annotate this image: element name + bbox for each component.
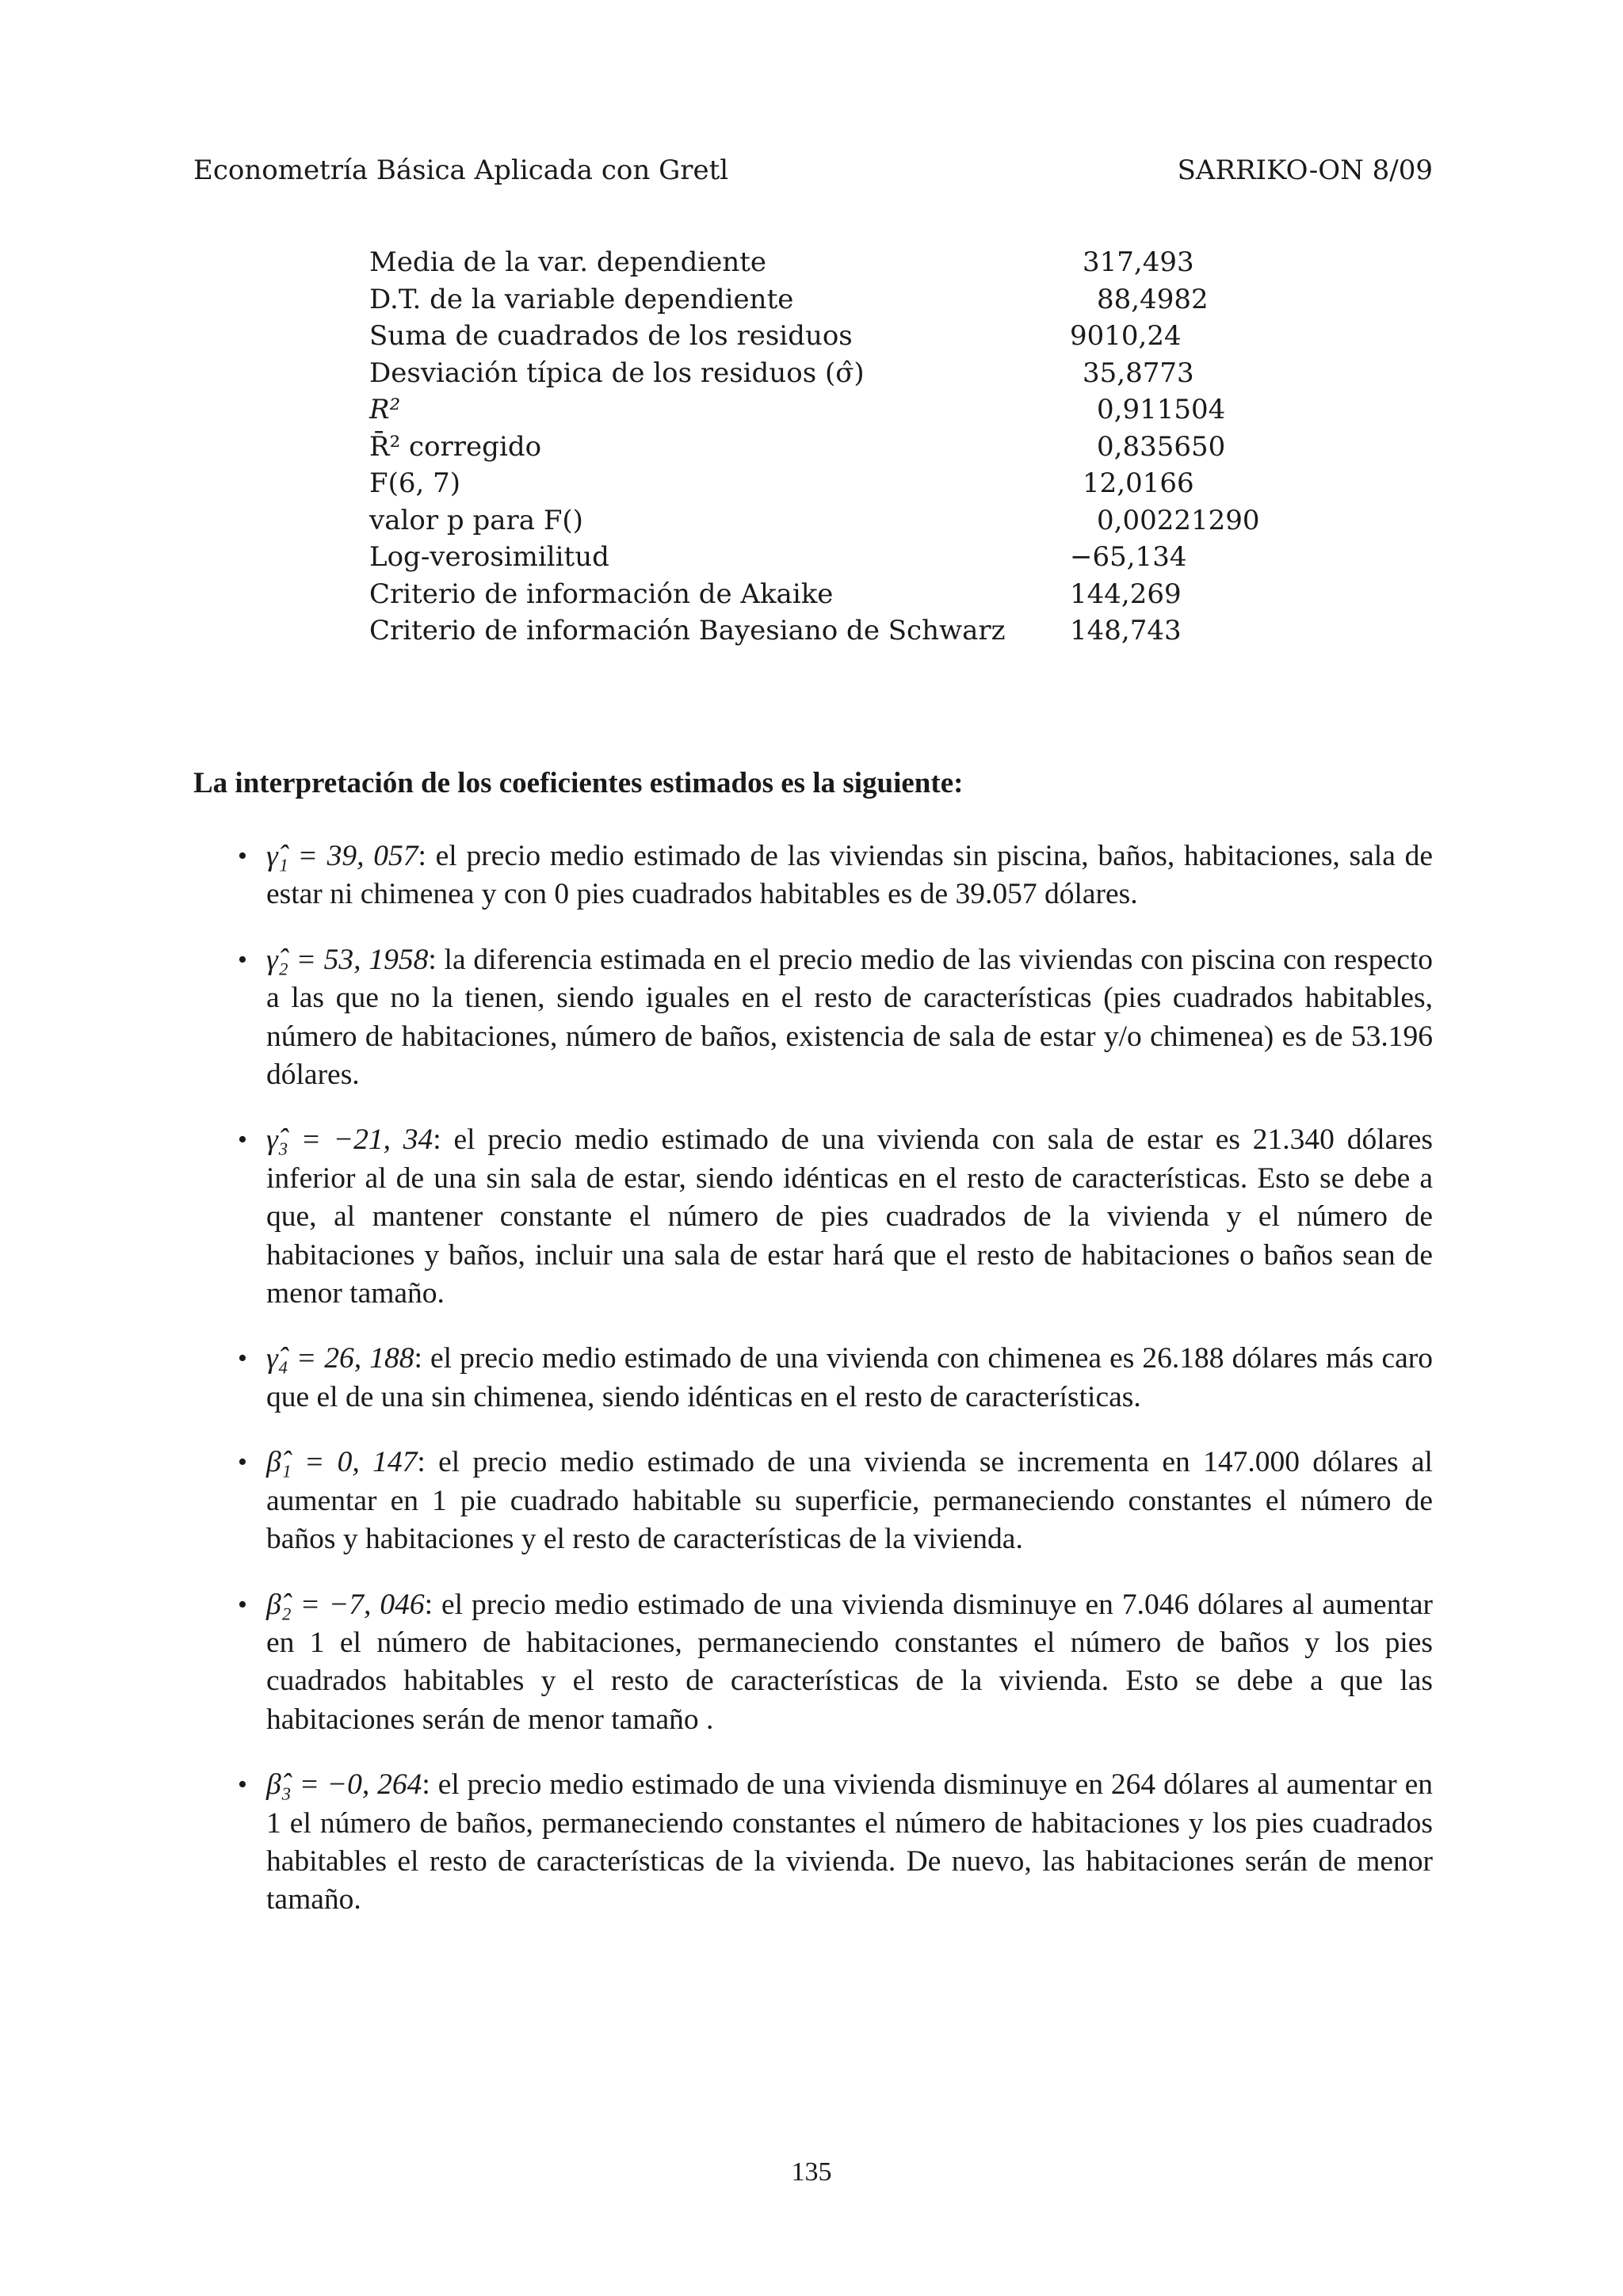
bullet-icon: • [238,1770,247,1800]
coefficient-text: : el precio medio estimado de una vivienda disminuye en 7.046 dólares al aumentar en 1 el número de habitaciones, permaneciendo constantes el número de baños y los pies cuadrados habitables y el resto de características de la vivienda. Esto se debe a que las habitaciones serán de menor tamaño . [266,1588,1433,1736]
bullet-icon: • [238,1125,247,1155]
stat-row [369,612,1273,650]
bullet-icon: • [238,1344,247,1374]
coefficient-math: γ̂₁ = 39, 057 [266,840,418,872]
stat-row [369,429,1273,466]
stat-label: R² [369,394,401,425]
header-title: Econometría Básica Aplicada con Gretl [193,154,729,186]
running-header [193,153,1433,188]
stat-row [369,502,1273,540]
stat-value: 35,8773 [1083,357,1194,389]
stat-row [369,355,1273,392]
list-item [193,1766,1433,1920]
stat-label: R̄² corregido [369,430,542,463]
stat-row [369,539,1273,576]
regression-statistics [369,244,1273,650]
coefficient-text: : el precio medio estimado de una vivienda con sala de estar es 21.340 dólares inferior al de una sin sala de estar, siendo idénticas en el resto de características. Esto se debe a que, al mantener constante el número de pies cuadrados de la vivienda y el número de habitaciones y baños, incluir una sala de estar hará que el resto de habitaciones o baños sean de menor tamaño. [266,1123,1433,1310]
stat-row [369,465,1273,502]
list-item [193,837,1433,914]
stat-value: 0,00221290 [1097,504,1260,536]
stat-label: Desviación típica de los residuos (σ̂) [369,357,865,389]
stat-label: Criterio de información de Akaike [369,578,834,610]
section-heading: La interpretación de los coeficientes estimados es la siguiente: [193,767,964,799]
stat-label: Media de la var. dependiente [369,246,767,278]
coefficient-math: γ̂₄ = 26, 188 [266,1342,414,1375]
stat-value: 317,493 [1083,246,1194,278]
stat-label: Suma de cuadrados de los residuos [369,320,853,352]
coefficient-text: : el precio medio estimado de las viviendas sin piscina, baños, habitaciones, sala de estar ni chimenea y con 0 pies cuadrados habitables es de 39.057 dólares. [266,840,1433,911]
list-item [193,941,1433,1095]
stat-value: 0,911504 [1097,394,1226,425]
stat-label: Log-verosimilitud [369,541,609,573]
list-item [193,1121,1433,1313]
bullet-icon: • [238,944,247,974]
stat-row [369,576,1273,613]
coefficient-interpretation-list [193,837,1433,1947]
list-item [193,1444,1433,1558]
coefficient-text: : el precio medio estimado de una vivienda se incrementa en 147.000 dólares al aumentar en 1 pie cuadrado habitable su superficie, permaneciendo constantes el número de baños y habitaciones y el resto de características de la vivienda. [266,1446,1433,1556]
page-number: 135 [791,2157,832,2187]
coefficient-math: β̂₁ = 0, 147 [266,1446,418,1479]
stat-row [369,281,1273,318]
coefficient-math: β̂₂ = −7, 046 [266,1588,425,1621]
stat-label: F(6, 7) [369,467,460,499]
stat-value: 88,4982 [1097,283,1209,315]
header-series: SARRIKO-ON 8/09 [1177,154,1433,186]
stat-row [369,391,1273,429]
stat-row [369,244,1273,281]
stat-value: −65,134 [1070,541,1187,573]
bullet-icon: • [238,1447,247,1478]
coefficient-text: : el precio medio estimado de una vivienda con chimenea es 26.188 dólares más caro que el de una sin chimenea, siendo idénticas en el resto de características. [266,1342,1433,1413]
stat-label: valor p para F() [369,504,583,536]
coefficient-text: : el precio medio estimado de una vivienda disminuye en 264 dólares al aumentar en 1 el número de baños, permaneciendo constantes el número de habitaciones y los pies cuadrados habitables el resto de características de la vivienda. De nuevo, las habitaciones serán de menor tamaño. [266,1768,1434,1917]
coefficient-math: γ̂₂ = 53, 1958 [266,943,429,976]
bullet-icon: • [238,841,247,871]
stat-value: 0,835650 [1097,430,1226,463]
stat-label: D.T. de la variable dependiente [369,283,794,315]
list-item [193,1340,1433,1417]
stat-label: Criterio de información Bayesiano de Schwarz [369,615,1006,646]
stat-row [369,318,1273,355]
stat-value: 9010,24 [1070,320,1182,352]
coefficient-text: : la diferencia estimada en el precio medio de las viviendas con piscina con respecto a las que no la tienen, siendo iguales en el resto de características (pies cuadrados habitables, número de habitaciones, número de baños, existencia de sala de estar y/o chimenea) es de 53.196 dólares. [266,943,1434,1092]
bullet-icon: • [238,1589,247,1619]
stat-value: 144,269 [1070,578,1182,610]
coefficient-math: γ̂₃ = −21, 34 [266,1123,433,1157]
coefficient-math: β̂₃ = −0, 264 [266,1768,422,1802]
stat-value: 148,743 [1070,615,1182,646]
list-item [193,1586,1433,1740]
stat-value: 12,0166 [1083,467,1194,499]
